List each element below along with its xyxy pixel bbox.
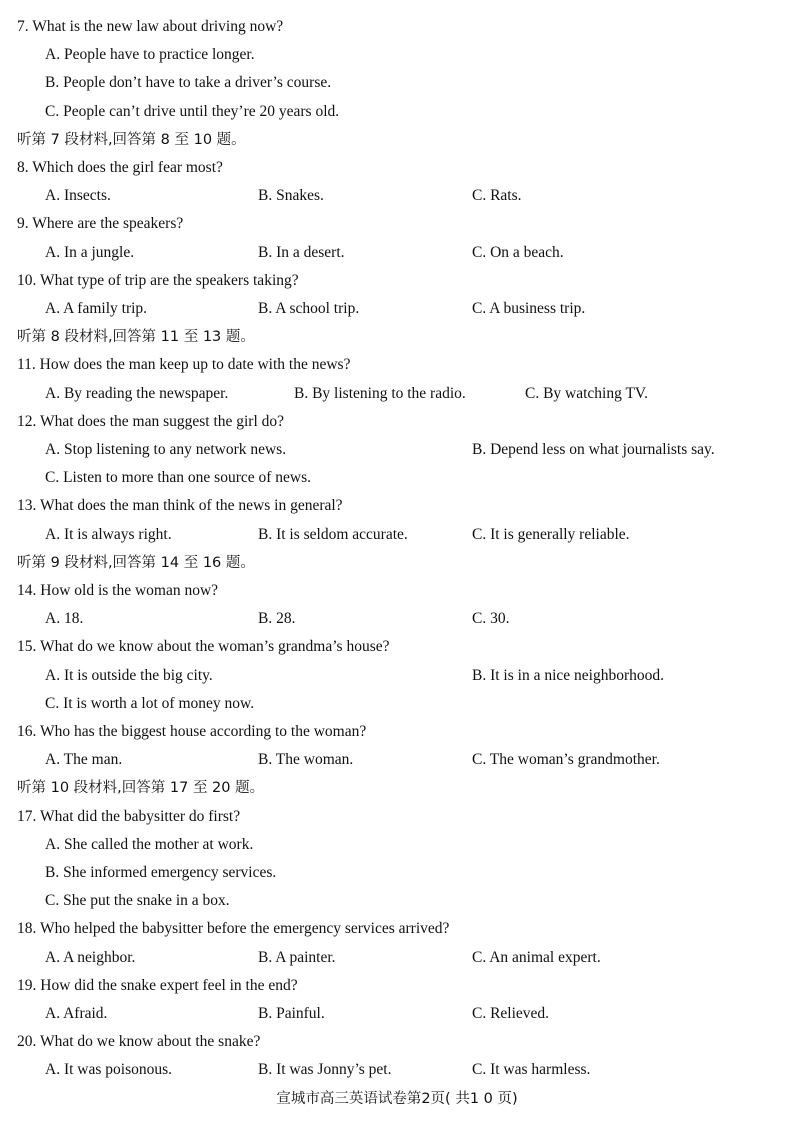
option-line	[0, 608, 794, 630]
answer-option: A. 18.	[45, 610, 84, 628]
option-line	[0, 298, 794, 320]
option-line	[0, 101, 794, 123]
answer-option: B. Painful.	[258, 1005, 325, 1022]
answer-option: C. It was harmless.	[472, 1061, 591, 1079]
question-line	[0, 975, 794, 997]
answer-option: B. By listening to the radio.	[294, 384, 466, 402]
option-line	[0, 693, 794, 715]
answer-option: A. The man.	[45, 751, 123, 769]
question-text: 13. What does the man think of the news in general?	[17, 497, 343, 515]
section-instruction	[0, 326, 794, 348]
question-text: 14. How old is the woman now?	[17, 582, 219, 599]
answer-option: A. It was poisonous.	[45, 1061, 173, 1079]
option-line	[0, 44, 794, 66]
question-text: 7. What is the new law about driving now?	[17, 18, 284, 35]
answer-option: C. The woman’s grandmother.	[472, 751, 660, 769]
answer-option: C. It is generally reliable.	[472, 525, 630, 543]
section-instruction-text: 听第 9 段材料,回答第 14 至 16 题。	[17, 554, 255, 571]
answer-option: A. Insects.	[45, 187, 111, 205]
answer-option: C. A business trip.	[472, 300, 586, 317]
answer-option: A. It is outside the big city.	[45, 666, 213, 684]
option-line	[0, 467, 794, 489]
question-text: 15. What do we know about the woman’s grandma’s house?	[17, 638, 390, 656]
question-text: 9. Where are the speakers?	[17, 215, 184, 233]
answer-option: C. Relieved.	[472, 1005, 550, 1022]
option-line	[0, 834, 794, 856]
section-instruction	[0, 129, 794, 151]
question-text: 12. What does the man suggest the girl do?	[17, 412, 285, 430]
answer-option: B. It is in a nice neighborhood.	[472, 666, 664, 684]
section-instruction-text: 听第 10 段材料,回答第 17 至 20 题。	[17, 780, 265, 797]
option-line	[0, 383, 794, 405]
question-line	[0, 213, 794, 235]
question-text: 18. Who helped the babysitter before the emergency services arrived?	[17, 920, 450, 938]
answer-option: B. It was Jonny’s pet.	[258, 1061, 392, 1079]
option-line	[0, 947, 794, 969]
answer-option: A. In a jungle.	[45, 243, 135, 261]
question-text: 17. What did the babysitter do first?	[17, 807, 241, 825]
question-text: 10. What type of trip are the speakers taking?	[17, 271, 299, 289]
option-line	[0, 185, 794, 207]
option-line	[0, 242, 794, 264]
question-line	[0, 806, 794, 828]
answer-option: B. A painter.	[258, 948, 336, 966]
answer-option: A. She called the mother at work.	[45, 835, 254, 853]
option-line	[0, 524, 794, 546]
answer-option: C. On a beach.	[472, 243, 564, 261]
option-line	[0, 439, 794, 461]
question-text: 20. What do we know about the snake?	[17, 1033, 261, 1051]
section-instruction	[0, 777, 794, 799]
answer-option: C. It is worth a lot of money now.	[45, 694, 255, 712]
question-line	[0, 636, 794, 658]
question-text: 16. Who has the biggest house according to the woman?	[17, 723, 367, 740]
answer-option: A. People have to practice longer.	[45, 46, 255, 64]
answer-option: C. By watching TV.	[525, 384, 649, 402]
option-line	[0, 665, 794, 687]
answer-option: B. A school trip.	[258, 300, 360, 317]
answer-option: A. A family trip.	[45, 300, 148, 317]
question-text: 8. Which does the girl fear most?	[17, 159, 223, 176]
answer-option: A. Afraid.	[45, 1005, 108, 1022]
option-line	[0, 1059, 794, 1081]
question-line	[0, 354, 794, 376]
answer-option: A. A neighbor.	[45, 948, 136, 966]
answer-option: C. People can’t drive until they’re 20 years old.	[45, 102, 340, 120]
question-line	[0, 495, 794, 517]
answer-option: A. Stop listening to any network news.	[45, 441, 287, 458]
answer-option: A. By reading the newspaper.	[45, 384, 229, 402]
answer-option: C. 30.	[472, 610, 510, 628]
answer-option: B. She informed emergency services.	[45, 864, 277, 881]
question-line	[0, 918, 794, 940]
answer-option: B. 28.	[258, 610, 296, 628]
question-line	[0, 16, 794, 38]
question-line	[0, 270, 794, 292]
answer-option: C. An animal expert.	[472, 948, 601, 966]
question-line	[0, 157, 794, 179]
answer-option: C. She put the snake in a box.	[45, 892, 230, 910]
question-line	[0, 580, 794, 602]
option-line	[0, 862, 794, 884]
option-line	[0, 890, 794, 912]
option-line	[0, 1003, 794, 1025]
answer-option: B. Snakes.	[258, 187, 324, 205]
answer-option: C. Listen to more than one source of news.	[45, 469, 312, 487]
question-line	[0, 411, 794, 433]
answer-option: B. In a desert.	[258, 243, 345, 261]
answer-option: B. The woman.	[258, 751, 354, 769]
section-instruction-text: 听第 7 段材料,回答第 8 至 10 题。	[17, 131, 246, 148]
answer-option: B. People don’t have to take a driver’s course.	[45, 74, 332, 92]
section-instruction-text: 听第 8 段材料,回答第 11 至 13 题。	[17, 329, 255, 346]
question-text: 11. How does the man keep up to date with the news?	[17, 356, 351, 374]
question-text: 19. How did the snake expert feel in the end?	[17, 976, 298, 994]
question-line	[0, 1031, 794, 1053]
answer-option: B. Depend less on what journalists say.	[472, 441, 715, 458]
option-line	[0, 72, 794, 94]
page-footer: 宣城市高三英语试卷第2页( 共1 0 页)	[276, 1091, 518, 1107]
answer-option: B. It is seldom accurate.	[258, 525, 408, 543]
section-instruction	[0, 552, 794, 574]
answer-option: A. It is always right.	[45, 525, 172, 543]
answer-option: C. Rats.	[472, 187, 522, 205]
question-line	[0, 721, 794, 743]
option-line	[0, 749, 794, 771]
